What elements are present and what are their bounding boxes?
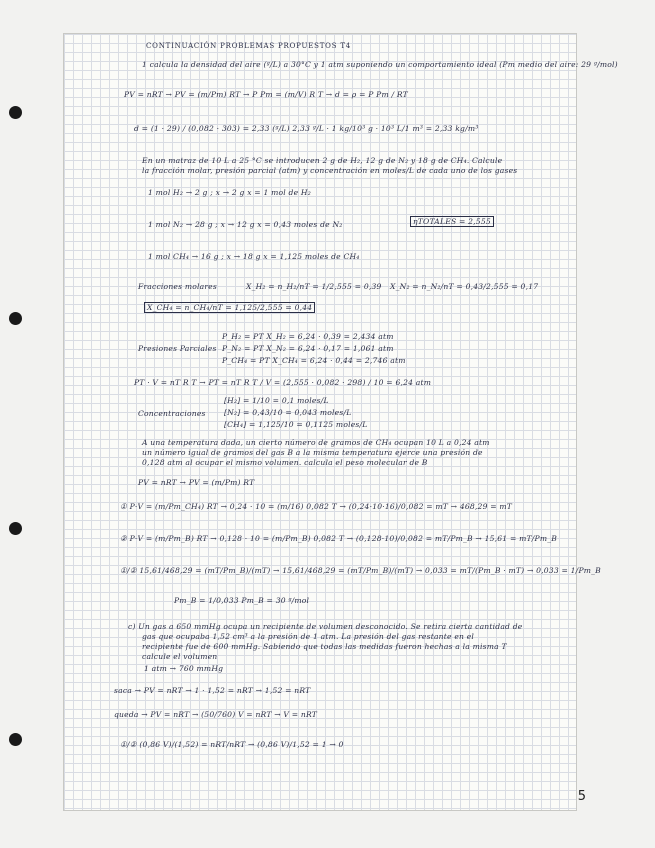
problem-1-derivation: PV = nRT → PV = (m/Pm) RT → P Pm = (m/V) R T → d = ρ = P Pm / RT bbox=[124, 90, 408, 99]
partial-pressures-label: Presiones Parciales bbox=[138, 344, 217, 353]
problem-4-division: ①/② (0,86 V)/(1,52) = nRT/nRT → (0,86 V)/1,52 = 1 → 0 bbox=[120, 740, 344, 749]
problem-4-conversion: 1 atm → 760 mmHg bbox=[144, 664, 224, 673]
moles-total: ηTOTALES = 2,555 bbox=[410, 216, 494, 227]
problem-1-statement: 1 calcula la densidad del aire (ᵍ/L) a 30°C y 1 atm suponiendo un comportamiento ideal (Pm medio del aire: 29 ᵍ/mol) bbox=[142, 60, 618, 69]
problem-3-statement-1: A una temperatura dada, un cierto número de gramos de CH₄ ocupan 10 L a 0,24 atm bbox=[142, 438, 490, 447]
problem-4-statement-4: calcule el volumen bbox=[142, 652, 218, 661]
binder-hole bbox=[9, 522, 22, 535]
moles-h2: 1 mol H₂ → 2 g ; x → 2 g x = 1 mol de H₂ bbox=[148, 188, 311, 197]
concentration-h2: [H₂] = 1/10 = 0,1 moles/L bbox=[224, 396, 329, 405]
concentration-n2: [N₂] = 0,43/10 = 0,043 moles/L bbox=[224, 408, 352, 417]
problem-2-statement: En un matraz de 10 L a 25 °C se introducen 2 g de H₂, 12 g de N₂ y 18 g de CH₄. Calcule bbox=[142, 156, 503, 165]
page-number: 5 bbox=[577, 789, 586, 804]
fraction-ch4: X_CH₄ = n_CH₄/nT = 1,125/2,555 = 0,44 bbox=[144, 302, 315, 313]
binder-hole bbox=[9, 312, 22, 325]
problem-1-result: d = (1 · 29) / (0,082 · 303) = 2,33 (ᵍ/L) 2,33 ᵍ/L · 1 kg/10³ g · 10³ L/1 m³ = 2,33 kg/m³ bbox=[134, 124, 479, 133]
problem-3-eq-3: ①/② 15,61/468,29 = (mT/Pm_B)/(mT) → 15,61/468,29 = (mT/Pm_B)/(mT) → 0,033 = mT/(Pm_B · mT) → 0,033 = 1/Pm_B bbox=[120, 566, 601, 575]
fraction-n2: X_N₂ = n_N₂/nT = 0,43/2,555 = 0,17 bbox=[390, 282, 539, 291]
pressure-ch4: P_CH₄ = PT X_CH₄ = 6,24 · 0,44 = 2,746 atm bbox=[222, 356, 406, 365]
problem-4-saca: saca → PV = nRT → 1 · 1,52 = nRT → 1,52 = nRT bbox=[114, 686, 311, 695]
problem-3-eq-2: ② P·V = (m/Pm_B) RT → 0,128 · 10 = (m/Pm_B) 0,082 T → (0,128·10)/0,082 = mT/Pm_B → 15,61 = mT/Pm_B bbox=[120, 534, 558, 543]
problem-4-queda: queda → PV = nRT → (50/760) V = nRT → V = nRT bbox=[114, 710, 318, 719]
concentrations-label: Concentraciones bbox=[138, 409, 206, 418]
problem-3-statement-2: un número igual de gramos del gas B a la misma temperatura ejerce una presión de bbox=[142, 448, 483, 457]
problem-4-statement-3: recipiente fue de 600 mmHg. Sabiendo que todas las medidas fueron hechas a la misma T bbox=[142, 642, 507, 651]
concentration-ch4: [CH₄] = 1,125/10 = 0,1125 moles/L bbox=[224, 420, 368, 429]
page-title: CONTINUACIÓN PROBLEMAS PROPUESTOS T4 bbox=[146, 42, 352, 50]
problem-4-statement-1: c) Un gas a 650 mmHg ocupa un recipiente de volumen desconocido. Se retira cierta cantidad de bbox=[128, 622, 523, 631]
fraction-h2: X_H₂ = n_H₂/nT = 1/2,555 = 0,39 bbox=[246, 282, 382, 291]
pressure-n2: P_N₂ = PT X_N₂ = 6,24 · 0,17 = 1,061 atm bbox=[222, 344, 394, 353]
problem-3-eq-1: ① P·V = (m/Pm_CH₄) RT → 0,24 · 10 = (m/16) 0,082 T → (0,24·10·16)/0,082 = mT → 468,29 = mT bbox=[120, 502, 513, 511]
problem-3-result: Pm_B = 1/0,033 Pm_B = 30 ᵍ/mol bbox=[174, 596, 310, 605]
total-pressure: PT · V = nT R T → PT = nT R T / V = (2,555 · 0,082 · 298) / 10 = 6,24 atm bbox=[134, 378, 432, 387]
pressure-h2: P_H₂ = PT X_H₂ = 6,24 · 0,39 = 2,434 atm bbox=[222, 332, 394, 341]
problem-3-statement-3: 0,128 atm al ocupar el mismo volumen. calcula el peso molecular de B bbox=[142, 458, 428, 467]
notebook-page bbox=[64, 34, 618, 810]
moles-n2: 1 mol N₂ → 28 g ; x → 12 g x = 0,43 moles de N₂ bbox=[148, 220, 343, 229]
problem-4-statement-2: gas que ocupaba 1,52 cm³ a la presión de 1 atm. La presión del gas restante en el bbox=[142, 632, 475, 641]
binder-hole bbox=[9, 106, 22, 119]
molar-fractions-label: Fracciones molares bbox=[138, 282, 217, 291]
problem-3-eq-0: PV = nRT → PV = (m/Pm) RT bbox=[138, 478, 255, 487]
problem-2-statement-2: la fracción molar, presión parcial (atm) y concentración en moles/L de cada uno de los gases bbox=[142, 166, 518, 175]
moles-ch4: 1 mol CH₄ → 16 g ; x → 18 g x = 1,125 moles de CH₄ bbox=[148, 252, 360, 261]
binder-hole bbox=[9, 733, 22, 746]
